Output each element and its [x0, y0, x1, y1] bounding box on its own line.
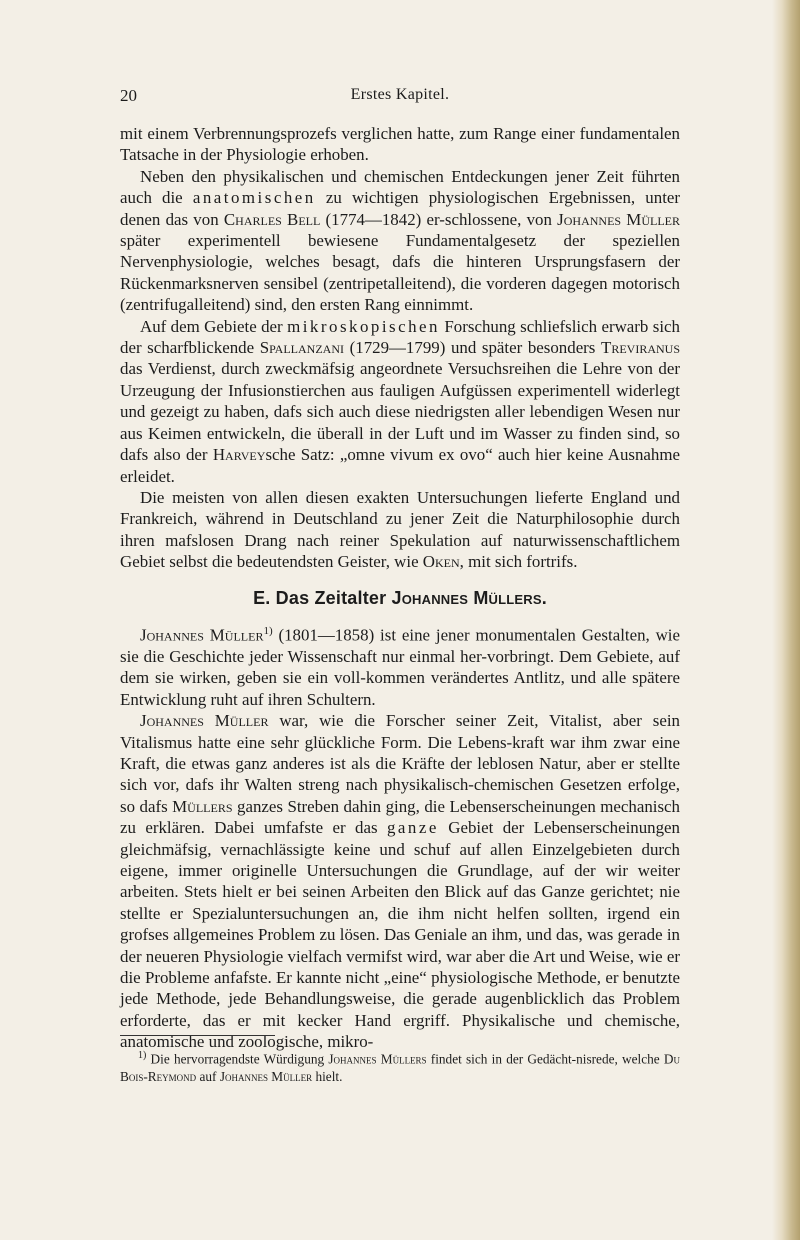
- paragraph-5: Johannes Müller$^{1)}$ (1801—1858) ist eine jener monumentalen Gestalten, wie sie die Geschichte jeder Wissenschaft nur einmal her-vorbringt. Dem Gebiete, auf dem sie wirken, geben sie ein voll-kommen verändertes Antlitz, und alle spätere Entwicklung ruht auf ihren Schultern.: [120, 624, 680, 709]
- person-name: Johannes Müller: [557, 209, 680, 229]
- section-heading: E. Das Zeitalter Johannes Müllers.: [253, 587, 547, 608]
- footnote-ref: 1): [263, 624, 273, 637]
- person-name: Harvey: [212, 445, 266, 465]
- paragraph-1: mit einem Verbrennungsprozefs verglichen hatte, zum Range einer fundamentalen Tatsache in der Physiologie erhoben.: [120, 124, 680, 165]
- paragraph-2: Neben den physikalischen und chemischen Entdeckungen jener Zeit führten auch die anatomischen zu wichtigen physiologischen Ergebnissen, unter denen das von Charles Bell (1774—1842) er-schlossene, von Johannes Müller später experimentell bewiesene Fundamentalgesetz der speziellen Nervenphysiologie, welches besagt, dafs die hinteren Ursprungsfasern der Rückenmarksnerven sensibel (zentripetalleitend), die vorderen dagegen motorisch (zentrifugalleitend) sind, den ersten Rang einnimmt.: [120, 166, 681, 315]
- running-title: Erstes Kapitel.: [350, 86, 450, 103]
- footnote: [120, 1035, 680, 1086]
- person-name: Treviranus: [601, 338, 680, 358]
- emphasis: anatomischen: [192, 188, 316, 208]
- paragraph-3: Auf dem Gebiete der mikroskopischen Forschung schliefslich erwarb sich der scharfblickende Spallanzani (1729—1799) und später besonders Treviranus das Verdienst, durch zweckmäfsig angeordnete Versuchsreihen die Lehre von der Urzeugung der Infusionstierchen aus fauligen Aufgüssen experimentell widerlegt und gezeigt zu haben, dafs sich auch diese niedrigsten aller lebendigen Wesen nur aus Keimen entwickeln, die überall in der Luft und im Wasser zu finden sind, so dafs also der Harveysche Satz: „omne vivum ex ovo“ auch hier keine Ausnahme erleidet.: [120, 316, 681, 486]
- footnote-text: $^{1)}$ Die hervorragendste Würdigung Johannes Müllers findet sich in der Gedächt-nisrede, welche Du Bois-Reymond auf Johannes Müller hielt.: [120, 1050, 681, 1085]
- person-name: Johannes Müllers: [328, 1051, 427, 1067]
- section-heading-name: Johannes Müllers: [391, 587, 542, 608]
- paragraph-6: Johannes Müller war, wie die Forscher seiner Zeit, Vitalist, aber sein Vitalismus hatte eine sehr glückliche Form. Die Lebens-kraft war ihm zwar eine Kraft, die etwas ganz anderes ist als die Kräfte der leblosen Natur, aber er stellte sich vor, dafs ihr Walten streng nach physikalisch-chemischen Gesetzen erfolge, so dafs Müllers ganzes Streben dahin ging, die Lebenserscheinungen mechanisch zu erklären. Dabei umfafste er das ganze Gebiet der Lebenserscheinungen gleichmäfsig, vernachlässigte keine und schuf auf allen Einzelgebieten durch eigene, immer originelle Untersuchungen die Grundlage, auf der wir weiter arbeiten. Stets hielt er bei seinen Arbeiten den Blick auf das Ganze gerichtet; nie stellte er Spezialuntersuchungen an, die ihm nicht helfen sollten, irgend ein grofses allgemeines Problem zu lösen. Das Geniale an ihm, und das, was gerade in der neueren Physiologie vielfach vermifst wird, war aber die Art und Weise, wie er die Probleme anfafste. Er kannte nicht „eine“ physiologische Methode, er benutzte jede Methode, jede Behandlungsweise, die gerade augenblicklich das Problem erforderte, das er mit kecker Hand ergriff. Physikalische und chemische, anatomische und zoologische, mikro-: [120, 711, 680, 1052]
- person-name: Charles Bell: [223, 209, 321, 229]
- footnote-rule: [120, 1035, 275, 1036]
- person-name: Du Bois-Reymond: [120, 1051, 681, 1085]
- page-edge-shading: [772, 0, 800, 1240]
- paragraph-4: Die meisten von allen diesen exakten Untersuchungen lieferte England und Frankreich, während in Deutschland zu jener Zeit die Naturphilosophie durch ihren mafslosen Drang nach reiner Spekulation auf naturwissenschaftlichem Gebiet selbst die bedeutendsten Geister, wie Oken, mit sich fortrifs.: [120, 487, 680, 572]
- page-header: [120, 86, 680, 110]
- person-name: Müllers: [172, 796, 233, 816]
- page-number: 20: [120, 86, 137, 105]
- emphasis: ganze: [386, 818, 439, 838]
- person-name: Oken: [422, 552, 460, 572]
- person-name: Spallanzani: [259, 338, 345, 358]
- person-name: Johannes Müller: [140, 711, 269, 731]
- emphasis: mikroskopischen: [287, 316, 440, 336]
- person-name: Johannes Müller: [140, 625, 264, 645]
- person-name: Johannes Müller: [219, 1069, 313, 1085]
- body-text: [120, 123, 680, 1053]
- footnote-mark: 1): [138, 1050, 147, 1061]
